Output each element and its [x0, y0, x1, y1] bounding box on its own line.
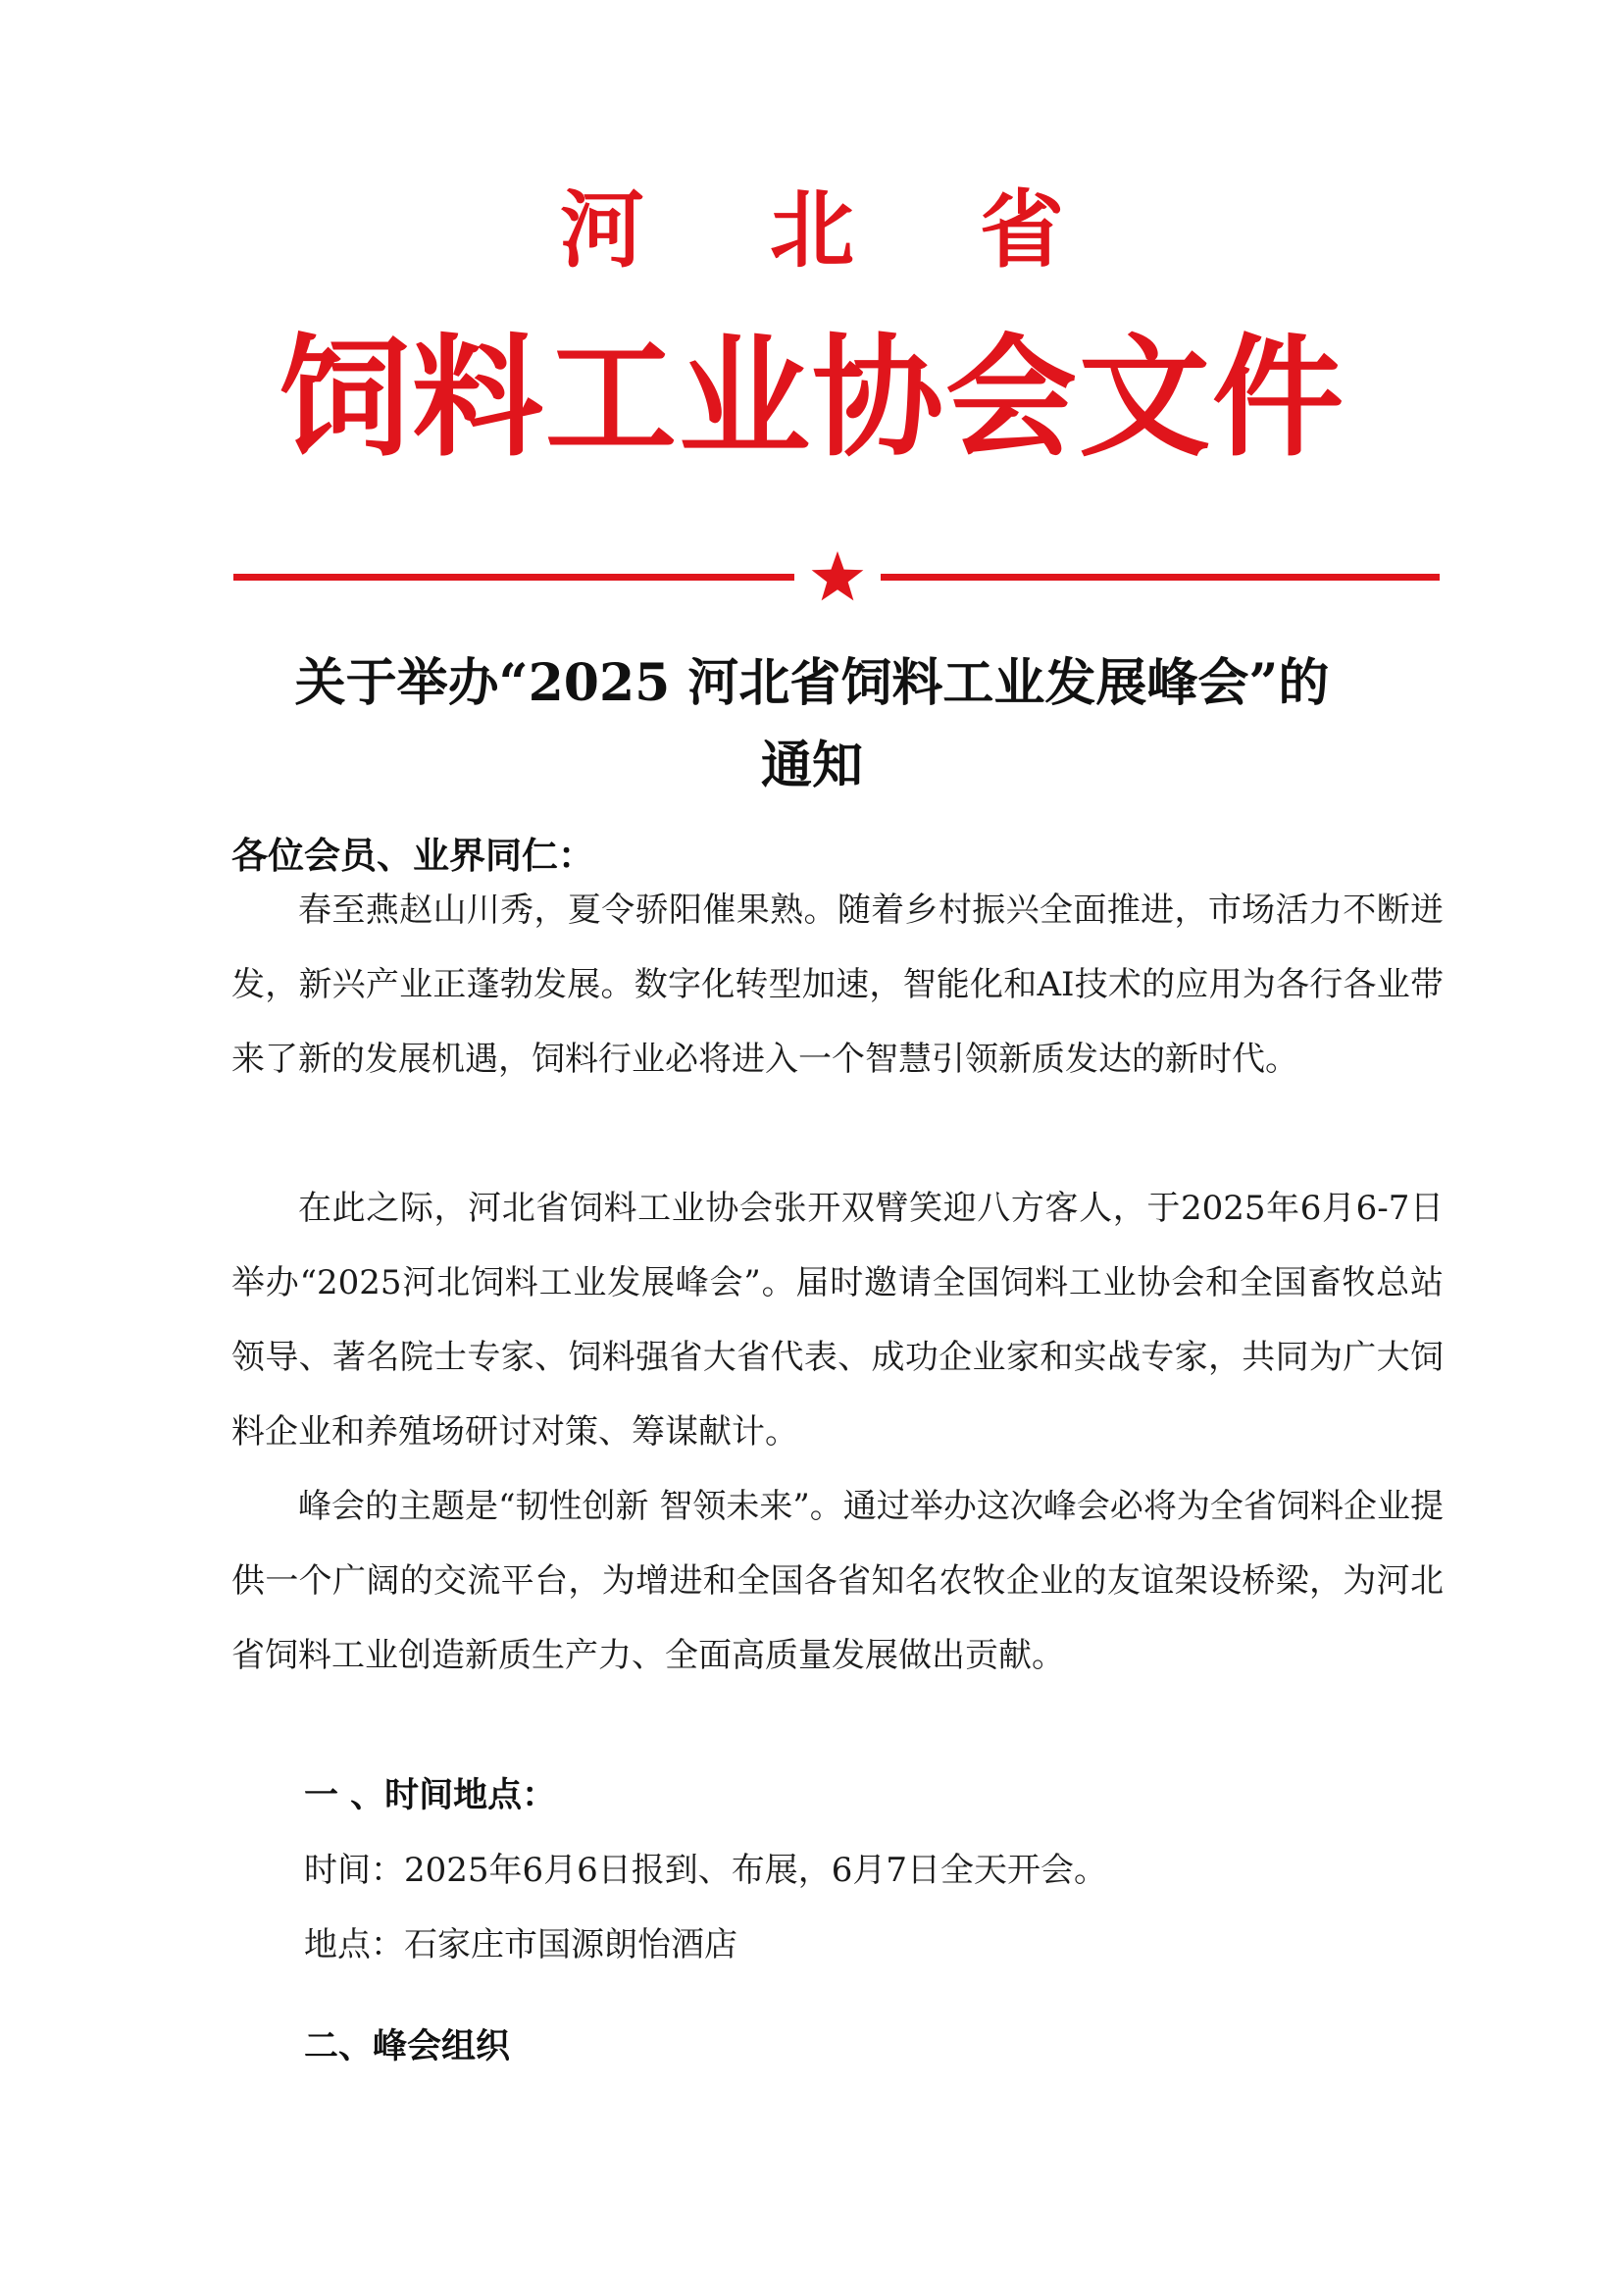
- time-line: 时间：2025年6月6日报到、布展，6月7日全天开会。: [304, 1851, 1108, 1890]
- star-icon: [810, 549, 865, 604]
- title-line-1: 关于举办“2025 河北省饲料工业发展峰会”的: [294, 653, 1330, 713]
- title-line-2: 通知: [760, 736, 863, 795]
- header-province-char: 省: [980, 180, 1064, 280]
- divider-line-left: [233, 574, 794, 581]
- paragraph-text: 春至燕赵山川秀，夏令骄阳催果熟。随着乡村振兴全面推进，市场活力不断迸发，新兴产业正蓬勃发展。数字化转型加速，智能化和AI技术的应用为各行各业带来了新的发展机遇，饲料行业必将进入一个智慧引领新质发达的新时代。: [231, 891, 1444, 1079]
- header-divider: [233, 549, 1440, 608]
- header-org-province: [0, 181, 1624, 280]
- header-org-name: 饲料工业协会文件: [278, 320, 1345, 475]
- divider-line-right: [881, 574, 1440, 581]
- paragraph-text: 在此之际，河北省饲料工业协会张开双臂笑迎八方客人，于2025年6月6-7日举办“2025河北饲料工业发展峰会”。届时邀请全国饲料工业协会和全国畜牧总站领导、著名院士专家、饲料强省大省代表、成功企业家和实战专家，共同为广大饲料企业和养殖场研讨对策、筹谋献计。: [231, 1189, 1444, 1452]
- body-paragraph-2: [231, 1171, 1444, 1469]
- salutation: 各位会员、业界同仁：: [231, 835, 594, 877]
- body-paragraph-3: [231, 1469, 1444, 1693]
- section-heading-organization: 二、峰会组织: [304, 2027, 511, 2066]
- header-province-char: 河: [560, 180, 644, 280]
- section-heading-time-place: 一 、时间地点：: [304, 1776, 557, 1815]
- paragraph-text: 峰会的主题是“韧性创新 智领未来”。通过举办这次峰会必将为全省饲料企业提供一个广阔的交流平台，为增进和全国各省知名农牧企业的友谊架设桥梁，为河北省饲料工业创造新质生产力、全面高质量发展做出贡献。: [231, 1487, 1444, 1675]
- header-province-char: 北: [770, 180, 854, 280]
- body-paragraph-1: [231, 873, 1444, 1096]
- place-line: 地点：石家庄市国源朗怡酒店: [304, 1925, 737, 1964]
- document-title: [196, 642, 1428, 807]
